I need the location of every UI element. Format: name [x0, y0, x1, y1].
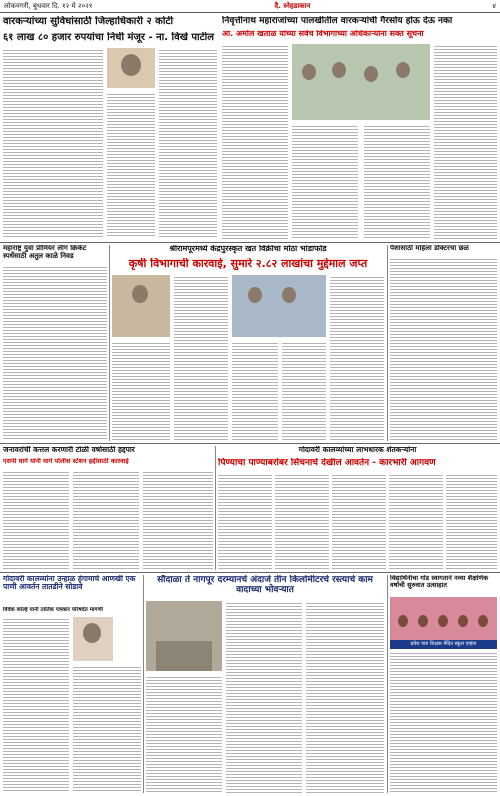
article-subheadline: ६१ लाख ८० हजार रुपयांचा निधी मंजूर - ना. विखे पाटील: [3, 32, 215, 43]
article-headline: श्रीरामपूरमध्ये केंद्रपुरस्कृत खत विक्रीचा मोठा भांडाफोड: [169, 245, 327, 253]
article-body: [3, 48, 103, 238]
article-godavari-irrigation: [218, 446, 497, 570]
article-road-dispute: [146, 575, 384, 793]
article-subheadline: कृषी विभागाची कारवाई, सुमारे २.८२ लाखांचा मुद्देमाल जप्त: [128, 258, 368, 270]
article-headline: निवृत्तीनाथ महाराजांच्या पालखीतील वारकऱ्यांची गैरसोय होऊ देऊ नका: [222, 16, 453, 26]
article-headline: गोदावरी कालव्यांना उन्हाळ हंगामाचे आणखी एक पाणी आवर्तन तातडीने सोडावे: [3, 575, 136, 592]
article-body: [3, 265, 107, 439]
article-cricket-selection: [3, 245, 107, 441]
article-headline: विद्यार्थिनींचा गोड स्वागताने नव्या शैक्षणिक वर्षाची सुरुवात उत्साहात: [390, 575, 489, 590]
meeting-photo: [292, 44, 430, 120]
article-subheadline: एसपी घार्गे यांनी घार्गे पोलीस स्टेशन हद्दीसाठी कारवाई: [3, 458, 129, 465]
leader-photo: [73, 617, 113, 661]
article-headline: गोदावरी कालव्यांच्या लाभधारक शेतकऱ्यांना: [298, 446, 417, 454]
page-number: ४: [492, 1, 496, 10]
article-warkari-funds: [3, 16, 217, 240]
divider: [0, 242, 500, 243]
masthead: [0, 0, 500, 13]
article-cattle-gang: [3, 446, 213, 570]
masthead-date: लोकनगरी, बुधवार दि. १२ मे २०२१: [4, 1, 93, 10]
article-headline: वारकऱ्यांच्या सुविधांसाठी जिल्हाधिकारी २ कोटी: [3, 16, 174, 27]
article-headline: सौंदाळा ते नागपूर दरम्यानचे अंदाजे तीन किलोमीटरचे रस्त्याचे काम वादाच्या भोवऱ्यात: [157, 575, 373, 596]
road-photo: [146, 601, 222, 671]
article-subheadline: आ. अमोल खताळ यांच्या सर्वच विभागाच्या अधिकाऱ्यांना सक्त सूचना: [222, 30, 424, 38]
article-body: [390, 257, 497, 441]
article-subheadline: पिण्याचा पाण्याबरोबर सिंचनाचे देखील आवर्तन - कारभारी आगवण: [218, 458, 436, 468]
article-headline: पैशासाठी महिला डॉक्टरचा छळ: [390, 245, 469, 252]
article-fertilizer-raid: [112, 245, 384, 441]
raid-photo-2: [232, 275, 326, 337]
article-water-release-demand: [3, 575, 141, 793]
divider: [0, 443, 500, 444]
article-subheadline: विवेक कोल्हे यांनी तातिक पत्रकार परिषदेत मागणी: [3, 607, 103, 613]
raid-photo-1: [112, 275, 170, 337]
article-school-welcome: [390, 575, 497, 793]
article-nivruttinath-palkhi: [222, 16, 497, 240]
minister-photo: [107, 48, 155, 88]
article-doctor-harassment: [390, 245, 497, 441]
masthead-brand: दै. स्नेहडाकान: [274, 1, 311, 10]
article-headline: महाराष्ट्र युवा प्रीमियर लीग क्रिकेट स्पर्धेसाठी अतुल काळे निवड: [3, 245, 87, 260]
school-photo: [390, 597, 497, 649]
article-headline: जनावरांची कत्तल करणारी टोळी वर्षासाठी हद्दपार: [3, 446, 135, 454]
article-body: [222, 44, 288, 240]
photo-caption: प्रवेश पात्र शिक्षक मेंदित स्कूल एव्हान: [390, 640, 497, 649]
divider: [0, 572, 500, 573]
